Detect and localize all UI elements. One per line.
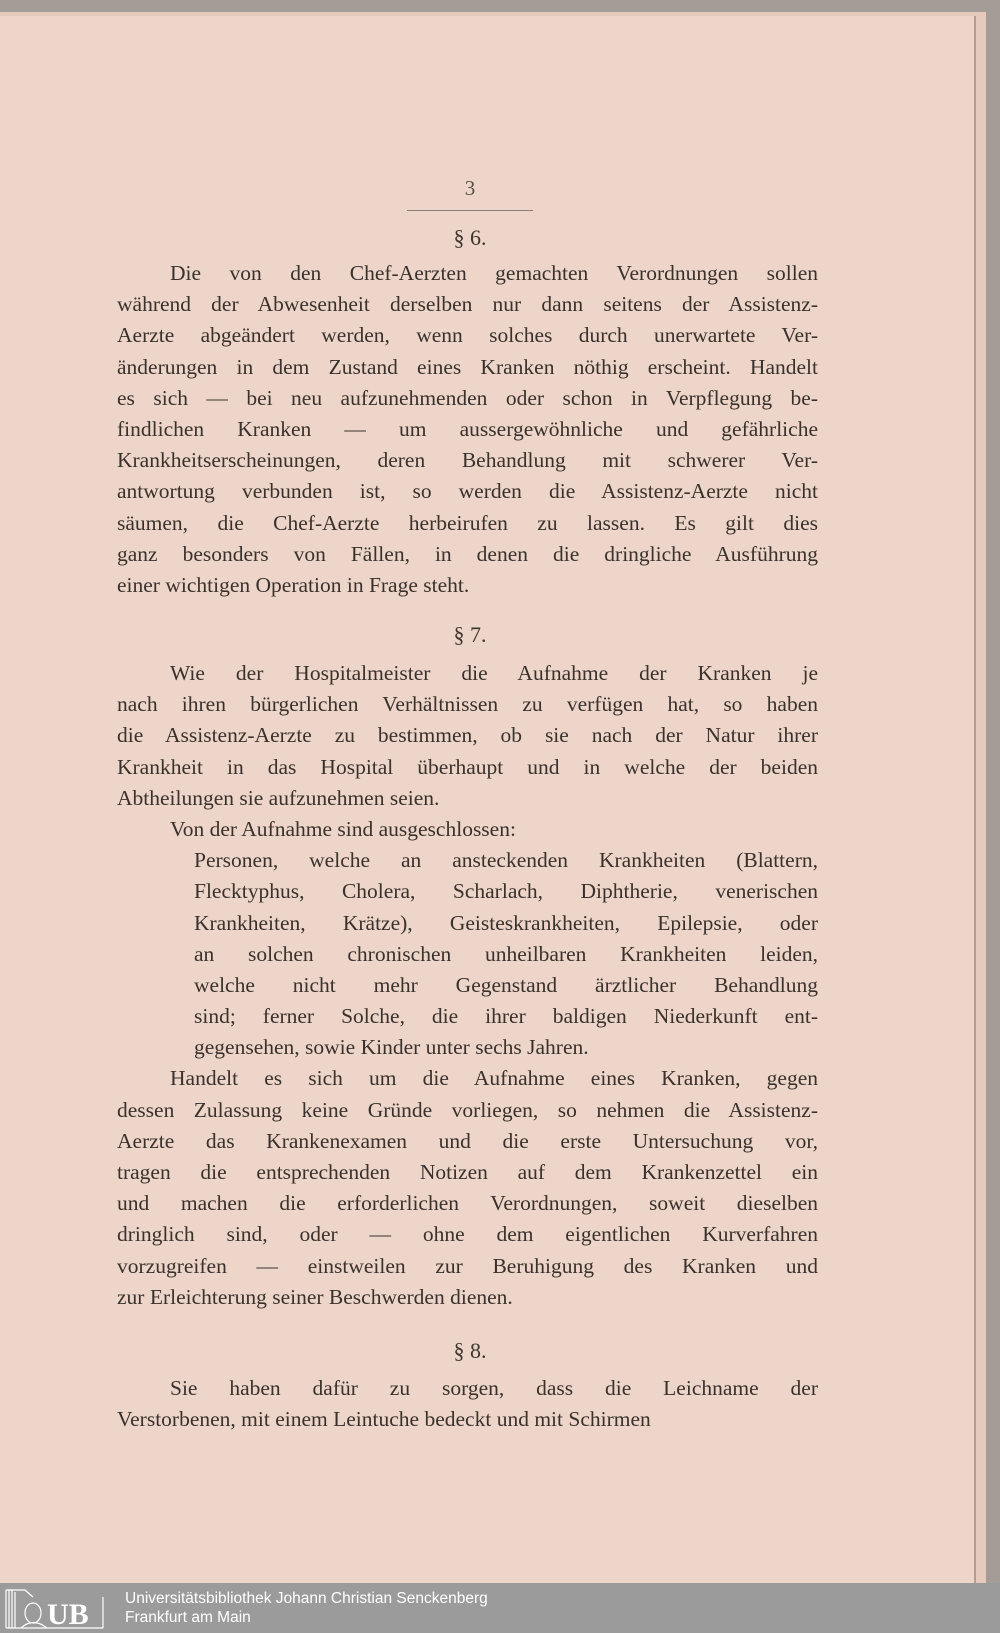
text-line: nach ihren bürgerlichen Verhältnissen zu verfügen hat, so haben	[117, 692, 818, 717]
paragraph	[117, 258, 818, 601]
text-line: während der Abwesenheit derselben nur dann seitens der Assistenz-	[117, 292, 818, 317]
section-heading: § 7.	[453, 622, 487, 647]
text-line: zur Erleichterung seiner Beschwerden dienen.	[117, 1284, 513, 1309]
text-line: vorzugreifen — einstweilen zur Beruhigung des Kranken und	[117, 1253, 818, 1278]
text-line: einer wichtigen Operation in Frage steht.	[117, 572, 470, 597]
text-line: tragen die entsprechenden Notizen auf dem Krankenzettel ein	[117, 1160, 818, 1184]
text-line: Wie der Hospitalmeister die Aufnahme der Kranken je	[170, 661, 818, 685]
text-line: antwortung verbunden ist, so werden die Assistenz-Aerzte nicht	[117, 479, 818, 504]
library-footer	[0, 1583, 1000, 1633]
text-line: welche nicht mehr Gegenstand ärztlicher Behandlung	[194, 972, 818, 997]
text-line: Sie haben dafür zu sorgen, dass die Leichname der	[170, 1376, 818, 1400]
section-heading: § 8.	[453, 1338, 487, 1363]
page-number: 3	[464, 176, 476, 200]
text-line: ganz besonders von Fällen, in denen die dringliche Ausführung	[117, 541, 818, 566]
section-body	[117, 258, 818, 601]
text-line: Aerzte das Krankenexamen und die erste Untersuchung vor,	[117, 1128, 818, 1153]
text-line: dessen Zulassung keine Gründe vorliegen, so nehmen die Assistenz-	[117, 1097, 818, 1122]
text-line: findlichen Kranken — um aussergewöhnliche und gefährliche	[117, 416, 818, 441]
text-line: Krankheit in das Hospital überhaupt und in welche der beiden	[117, 754, 818, 779]
text-line: Krankheitserscheinungen, deren Behandlung mit schwerer Ver-	[117, 448, 818, 473]
library-city: Frankfurt am Main	[125, 1609, 251, 1626]
library-name: Universitätsbibliothek Johann Christian Senckenberg	[125, 1590, 488, 1607]
text-line: und machen die erforderlichen Verordnungen, soweit dieselben	[117, 1191, 818, 1216]
svg-text:UB: UB	[47, 1598, 89, 1629]
text-line: Krankheiten, Krätze), Geisteskrankheiten, Epilepsie, oder	[194, 910, 818, 935]
text-line: Die von den Chef-Aerzten gemachten Verordnungen sollen	[170, 261, 818, 285]
paragraph	[117, 658, 818, 814]
section-body	[117, 1373, 818, 1435]
text-line: Handelt es sich um die Aufnahme eines Kranken, gegen	[170, 1066, 818, 1091]
text-line: dringlich sind, oder — ohne dem eigentlichen Kurverfahren	[117, 1222, 818, 1247]
exclusion-list	[117, 845, 818, 1063]
text-line: änderungen in dem Zustand eines Kranken nöthig erscheint. Handelt	[117, 354, 818, 379]
text-line: Aerzte abgeändert werden, wenn solches durch unerwartete Ver-	[117, 323, 818, 348]
paragraph	[117, 814, 818, 845]
text-line: Von der Aufnahme sind ausgeschlossen:	[170, 816, 516, 841]
text-line: die Assistenz-Aerzte zu bestimmen, ob sie nach der Natur ihrer	[117, 723, 818, 748]
ub-logo-icon	[3, 1587, 113, 1629]
section-body	[117, 658, 818, 1313]
text-line: Abtheilungen sie aufzunehmen seien.	[117, 785, 440, 810]
text-line: gegensehen, sowie Kinder unter sechs Jahren.	[194, 1035, 589, 1060]
text-line: Verstorbenen, mit einem Leintuche bedeckt und mit Schirmen	[117, 1407, 651, 1432]
text-line: an solchen chronischen unheilbaren Krankheiten leiden,	[194, 941, 818, 966]
text-line: es sich — bei neu aufzunehmenden oder schon in Verpflegung be-	[117, 385, 818, 410]
paragraph	[117, 1063, 818, 1313]
header-rule	[407, 210, 533, 211]
text-line: säumen, die Chef-Aerzte herbeirufen zu lassen. Es gilt dies	[117, 510, 818, 535]
text-line: Personen, welche an ansteckenden Krankheiten (Blattern,	[194, 848, 818, 873]
paragraph	[117, 1373, 818, 1435]
section-heading: § 6.	[453, 225, 487, 250]
text-line: Flecktyphus, Cholera, Scharlach, Diphtherie, venerischen	[194, 879, 818, 904]
text-line: sind; ferner Solche, die ihrer baldigen Niederkunft ent-	[194, 1004, 818, 1029]
